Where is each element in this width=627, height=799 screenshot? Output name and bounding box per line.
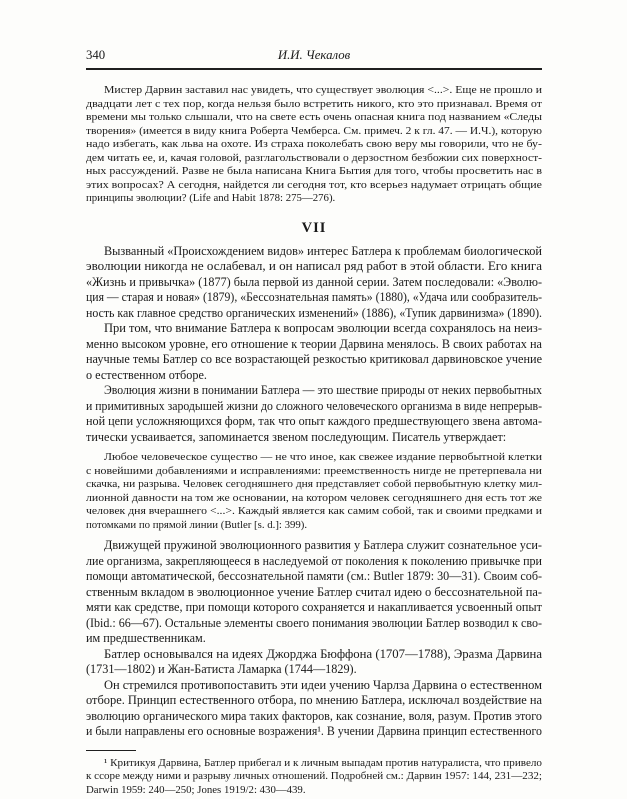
text-line: и примитивных зародышей жизни до сложного человеческого организма в виде непрерыв- [86,398,542,413]
text-line: и были направлены его основные возражения¹. В учении Дарвина принцип естественного [86,724,542,738]
page-number: 340 [86,48,106,62]
text-line: Эволюция жизни в понимании Батлера — это шествие природы от неких первобытных [104,383,542,397]
text-line: «Жизнь и привычка» (1877) была первой из данной серии. Затем последовали: «Эволю- [86,274,542,289]
running-head: И.И. Чекалов [277,48,351,62]
text-line: о естественном отборе. [86,367,207,382]
paragraph [86,321,542,383]
text-line: При том, что внимание Батлера к вопросам эволюции всегда сохранялось на неиз- [104,321,542,335]
text-line: этих вопросах? А сегодня, найдется ли сегодня тот, кто всерьез надумает отрицать общие [86,178,542,191]
text-line: скачка, ни разрыва. Человек сегодняшнего дня представляет собой первобытную клетку мил- [86,478,542,490]
text-line: Мистер Дарвин заставил нас увидеть, что существует эволюция <...>. Еще не прошло и [104,84,542,96]
text-line: (1731—1802) и Жан-Батиста Ламарка (1744—1829). [86,662,357,676]
text-line: им предшественникам. [86,631,206,645]
text-line: Вызванный «Происхождением видов» интерес Батлера к проблемам биологической [104,243,542,258]
paragraph [86,538,542,647]
text-line: менно высоком уровне, его отношение к теории Дарвина менялось. В своих работах на [86,336,542,351]
text-line: двадцати лет с тех пор, когда нельзя было встретить никого, кто это признавал. Время от [86,97,542,110]
header-rule [86,68,542,70]
footnote-rule [86,750,136,751]
text-line: (Ibid.: 66—67). Остальные элементы своего понимания эволюции Батлер возводил к сво- [86,615,542,630]
text-line: Движущей пружиной эволюционного развития у Батлера служит сознательное уси- [104,538,542,552]
text-line: научные темы Батлер со все возрастающей резкостью критиковал дарвиновское учение [86,352,542,366]
text-line: Он стремился противопоставить эти идеи учению Чарлза Дарвина о естественном [104,677,542,692]
text-line: принципы эволюции? (Life and Habit 1878: 275—276). [86,192,336,204]
text-line: лионной давности на том же основании, на котором человек сегодняшнего дня есть тот же [86,491,542,504]
paragraph [86,244,542,322]
text-line: творения» (имеется в виду книга Роберта Чемберса. См. примеч. 2 к гл. 47. — И.Ч.), которую [86,124,542,137]
text-line: эволюции никогда не ослабевал, и он написал ряд работ в этой области. Его книга [86,259,542,273]
text-line: отборе. Принцип естественного отбора, по мнению Батлера, исключал воздействие на [86,693,542,707]
paragraph [86,647,542,678]
paragraph [86,678,542,740]
text-line: Батлер основывался на идеях Джорджа Бюффона (1707—1788), Эразма Дарвина [104,646,542,661]
text-line: потомками по прямой линии (Butler [s. d.]: 399). [86,518,308,531]
footnote [86,757,542,798]
text-line: Darwin 1959: 240—250; Jones 1919/2: 430—439. [86,783,306,796]
text-line: помощи автоматической, бессознательной памяти (см.: Butler 1879: 30—31). Своим соб- [86,569,542,583]
text-line: дем читать ее, и, качая головой, разглагольствовали о дерзостном безбожии сих поверхност- [86,151,542,164]
text-line: с новейшими добавлениями и исправлениями: преемственность нигде не претерпевала ни [86,464,542,477]
text-line: ной цепи усложняющихся форм, так что опыт каждого предшествующего звена автома- [86,414,542,428]
text-line: ных рассуждений. Разве не была написана Книга Бытия для того, чтобы просветить нас в [86,165,542,177]
block-quote [86,451,542,532]
text-line: лие организма, закрепляющееся в наследуемой от поколения к поколению привычке при [86,553,542,568]
text-line: ция — старая и новая» (1879), «Бессознательная память» (1880), «Удача или сообразитель- [86,290,542,304]
text-line: Любое человеческое существо — не что иное, как свежее издание первобытной клетки [104,451,542,463]
text-line: человек дня вчерашнего <...>. Каждый является как самим собой, так и своими предками и [86,505,542,517]
paragraph [86,383,542,445]
text-line: тически усваивается, запоминается звеном последующим. Писатель утверждает: [86,429,507,444]
text-line: ¹ Критикуя Дарвина, Батлер прибегал и к личным выпадам против натуралиста, что привело [104,756,542,769]
page-header [86,48,542,63]
section-heading: VII [301,219,327,236]
text-line: ность как главное средство органических изменений» (1886), «Тупик дарвинизма» (1890). [86,305,542,320]
block-quote [86,84,542,206]
text-line: эволюцию органического мира таких факторов, как сознание, воля, разум. Против этого [86,708,542,723]
text-line: надо избегать, как льва на охоте. Из страха поколебать свою веру мы говорили, что не бу- [86,138,542,150]
text-line: ственным вкладом в эволюционное учение Батлер считал идею о бессознательной па- [86,584,542,599]
text-column [86,84,542,740]
text-line: мяти как средстве, при помощи которого сохраняется и накапливается усвоенный опыт [86,600,542,614]
text-line: времени мы только слышали, что на свете есть очень опасная книга под названием «Следы [86,111,542,123]
text-line: к ссоре между ними и разрыву личных отношений. Подробней см.: Дарвин 1957: 144, 231—232; [86,770,542,782]
